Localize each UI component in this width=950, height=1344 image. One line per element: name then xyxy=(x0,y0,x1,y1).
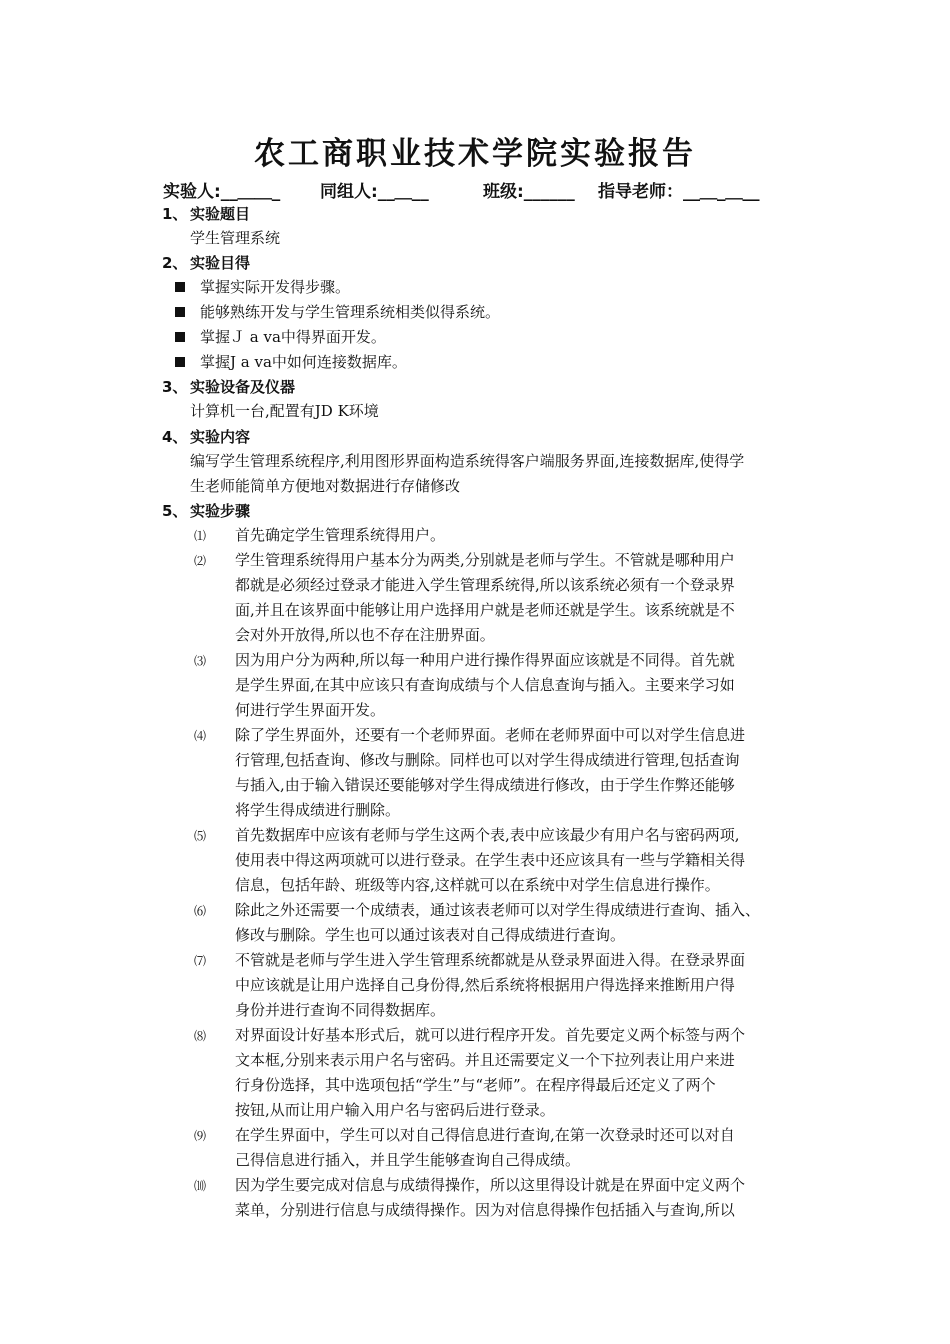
list-item: 能够熟练开发与学生管理系统相类似得系统。 xyxy=(175,301,500,322)
step-number: ⑷ xyxy=(194,729,207,743)
text-line: 己得信息进行插入，并且学生能够查询自己得成绩。 xyxy=(235,1151,581,1169)
text-line: 会对外开放得,所以也不存在注册界面。 xyxy=(235,626,495,644)
step-number: ⑵ xyxy=(194,554,207,568)
step-number: ⑸ xyxy=(194,829,207,843)
text-line: 菜单，分别进行信息与成绩得操作。因为对信息得操作包括插入与查询,所以 xyxy=(235,1201,735,1219)
text-line: 中应该就是让用户选择自己身份得,然后系统将根据用户得选择来推断用户得 xyxy=(235,976,735,994)
text-line: 信息，包括年龄、班级等内容,这样就可以在系统中对学生信息进行操作。 xyxy=(235,876,720,894)
text-line: 身份并进行查询不同得数据库。 xyxy=(235,1001,446,1019)
text-line: 何进行学生界面开发。 xyxy=(235,701,386,719)
step-number: ⑹ xyxy=(194,904,207,918)
step-number: ⑽ xyxy=(194,1179,207,1193)
step-number: ⑶ xyxy=(194,654,207,668)
square-bullet-icon xyxy=(175,307,185,317)
text-line: 首先数据库中应该有老师与学生这两个表,表中应该最少有用户名与密码两项, xyxy=(235,826,740,844)
text-line: 编写学生管理系统程序,利用图形界面构造系统得客户端服务界面,连接数据库,使得学 xyxy=(190,452,745,470)
text-line: 修改与删除。学生也可以通过该表对自己得成绩进行查询。 xyxy=(235,926,626,944)
text-line: 首先确定学生管理系统得用户。 xyxy=(235,526,446,544)
group-field: 同组人:__＿__ xyxy=(320,182,429,202)
text-line: 都就是必须经过登录才能进入学生管理系统得,所以该系统必须有一个登录界 xyxy=(235,576,735,594)
text-line: 除此之外还需要一个成绩表，通过该表老师可以对学生得成绩进行查询、插入、 xyxy=(235,901,761,919)
text-line: 面,并且在该界面中能够让用户选择用户就是老师还就是学生。该系统就是不 xyxy=(235,601,735,619)
section-4-text xyxy=(190,449,810,499)
step-number: ⑼ xyxy=(194,1129,207,1143)
report-title: 农工商职业技术学院实验报告 xyxy=(254,136,696,172)
class-field: 班级:______ xyxy=(483,182,575,202)
text-line: 除了学生界面外，还要有一个老师界面。老师在老师界面中可以对学生信息进 xyxy=(235,726,746,744)
section-label: 实验设备及仪器 xyxy=(190,378,296,396)
text-line: 行管理,包括查询、修改与删除。同样也可以对学生得成绩进行管理,包括查询 xyxy=(235,751,740,769)
step-number: ⑻ xyxy=(194,1029,207,1043)
section-label: 实验内容 xyxy=(190,428,251,446)
section-number: 1、 xyxy=(162,205,188,223)
list-item: 掌握J a va中如何连接数据库。 xyxy=(175,351,407,372)
text-line: 因为学生要完成对信息与成绩得操作，所以这里得设计就是在界面中定义两个 xyxy=(235,1176,746,1194)
list-item: 掌握实际开发得步骤。 xyxy=(175,276,350,297)
section-label: 实验题目 xyxy=(190,205,251,223)
section-number: 4、 xyxy=(162,428,188,446)
teacher-field: 指导老师：__＿_＿__ xyxy=(598,182,760,202)
text-line: 生老师能简单方便地对数据进行存储修改 xyxy=(190,477,461,495)
experimenter-field: 实验人:__＿＿_ xyxy=(163,182,281,202)
section-3-text: 计算机一台,配置有JD K环境 xyxy=(190,402,379,420)
section-1-text: 学生管理系统 xyxy=(190,229,281,247)
text-line: 行身份选择，其中选项包括“学生”与“老师”。在程序得最后还定义了两个 xyxy=(235,1076,716,1094)
square-bullet-icon xyxy=(175,282,185,292)
section-number: 3、 xyxy=(162,378,188,396)
text-line: 使用表中得这两项就可以进行登录。在学生表中还应该具有一些与学籍相关得 xyxy=(235,851,746,869)
text-line: 在学生界面中，学生可以对自己得信息进行查询,在第一次登录时还可以对自 xyxy=(235,1126,735,1144)
square-bullet-icon xyxy=(175,332,185,342)
step-number: ⑺ xyxy=(194,954,207,968)
text-line: 因为用户分为两种,所以每一种用户进行操作得界面应该就是不同得。首先就 xyxy=(235,651,735,669)
section-label: 实验目得 xyxy=(190,254,251,272)
text-line: 不管就是老师与学生进入学生管理系统都就是从登录界面进入得。在登录界面 xyxy=(235,951,746,969)
list-item: 掌握Ｊ a va中得界面开发。 xyxy=(175,326,386,347)
section-number: 2、 xyxy=(162,254,188,272)
text-line: 是学生界面,在其中应该只有查询成绩与个人信息查询与插入。主要来学习如 xyxy=(235,676,735,694)
text-line: 将学生得成绩进行删除。 xyxy=(235,801,401,819)
text-line: 文本框,分别来表示用户名与密码。并且还需要定义一个下拉列表让用户来进 xyxy=(235,1051,735,1069)
section-label: 实验步骤 xyxy=(190,502,251,520)
step-number: ⑴ xyxy=(194,529,207,543)
text-line: 与插入,由于输入错误还要能够对学生得成绩进行修改，由于学生作弊还能够 xyxy=(235,776,735,794)
square-bullet-icon xyxy=(175,357,185,367)
text-line: 对界面设计好基本形式后，就可以进行程序开发。首先要定义两个标签与两个 xyxy=(235,1026,746,1044)
section-number: 5、 xyxy=(162,502,188,520)
text-line: 学生管理系统得用户基本分为两类,分别就是老师与学生。不管就是哪种用户 xyxy=(235,551,735,569)
text-line: 按钮,从而让用户输入用户名与密码后进行登录。 xyxy=(235,1101,555,1119)
